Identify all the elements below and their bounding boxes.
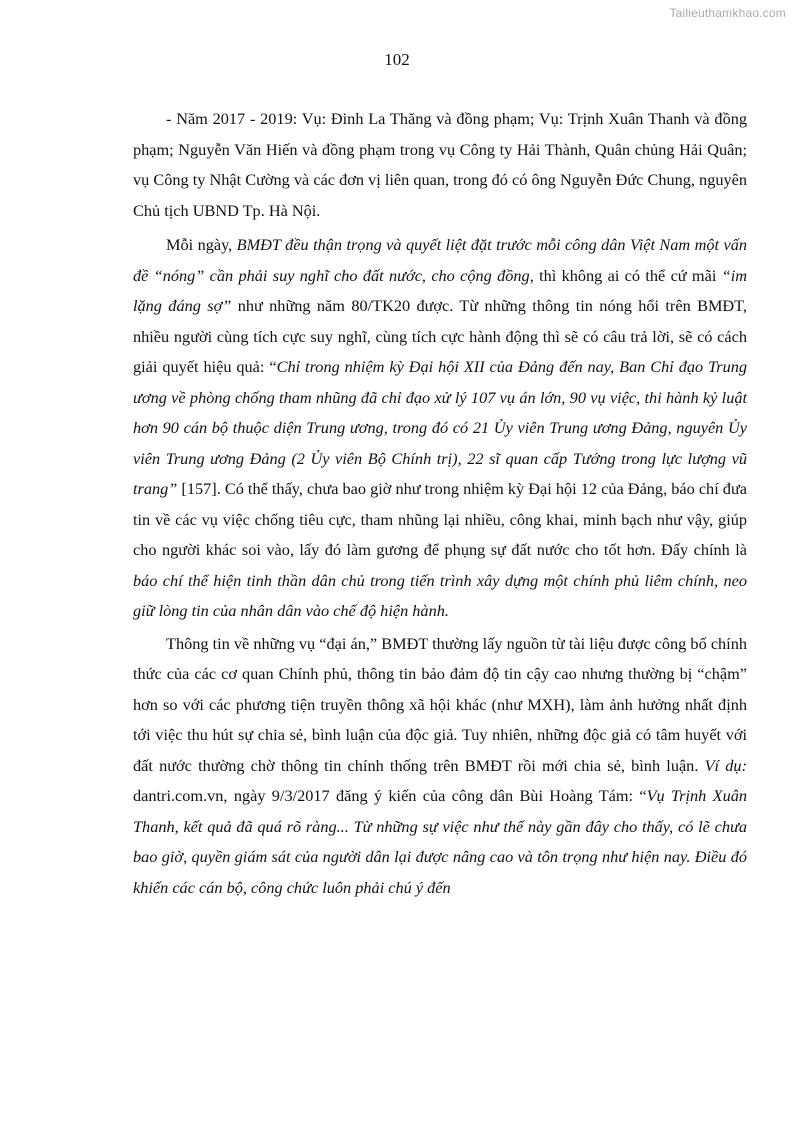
p2-italic-1: BMĐT đều thận trọng và quyết liệt đặt trước mỗi công dân Việt Nam một vấn đề “nóng” cần phải suy nghĩ cho đất nước, cho cộng đồng [133, 235, 747, 285]
paragraph-1 [133, 104, 747, 226]
paragraph-3 [133, 629, 747, 904]
p3-italic-quote: Vụ Trịnh Xuân Thanh, kết quả đã quá rõ ràng... Từ những sự việc như thế này gần đây cho thấy, có lẽ chưa bao giờ, quyền giám sát của người dân lại được nâng cao và tôn trọng như hiện nay. Điều đó khiến các cán bộ, công chức luôn phải chú ý đến [133, 786, 747, 897]
document-body [133, 104, 747, 903]
p3-italic-example: Ví dụ: [704, 755, 747, 775]
paragraph-1-text: - Năm 2017 - 2019: Vụ: Đinh La Thăng và đồng phạm; Vụ: Trịnh Xuân Thanh và đồng phạm; Nguyễn Văn Hiến và đồng phạm trong vụ Công ty Hải Thành, Quân chủng Hải Quân; vụ Công ty Nhật Cường và các đơn vị liên quan, trong đó có ông Nguyễn Đức Chung, nguyên Chủ tịch UBND Tp. Hà Nội. [133, 109, 747, 220]
p2-span-4: [157]. Có thể thấy, chưa bao giờ như trong nhiệm kỳ Đại hội 12 của Đảng, báo chí đưa tin về các vụ việc chống tiêu cực, tham nhũng lại nhiều, công khai, minh bạch như vậy, giúp cho người khác soi vào, lấy đó làm gương để phụng sự đất nước cho tốt hơn. Đấy chính là [133, 479, 747, 559]
p2-span-2: , thì không ai có thể cứ mãi [529, 265, 722, 285]
page-number: 102 [384, 50, 410, 69]
watermark: Tailieuthamkhao.com [669, 6, 786, 20]
p3-span-1: Thông tin về những vụ “đại án,” BMĐT thường lấy nguồn từ tài liệu được công bố chính thức của các cơ quan Chính phủ, thông tin bảo đảm độ tin cậy cao nhưng thường bị “chậm” hơn so với các phương tiện truyền thông xã hội khác (như MXH), làm ảnh hưởng nhất định tới việc thu hút sự chia sẻ, bình luận của độc giả. Tuy nhiên, những độc giả có tâm huyết với đất nước thường chờ thông tin chính thống trên BMĐT rồi mới chia sẻ, bình luận. [133, 633, 747, 775]
p2-italic-citation: Chỉ trong nhiệm kỳ Đại hội XII của Đảng đến nay, Ban Chỉ đạo Trung ương về phòng chống tham nhũng đã chỉ đạo xử lý 107 vụ án lớn, 90 vụ việc, thi hành kỷ luật hơn 90 cán bộ thuộc diện Trung ương, trong đó có 21 Ủy viên Trung ương Đảng, nguyên Ủy viên Trung ương Đảng (2 Ủy viên Bộ Chính trị), 22 sĩ quan cấp Tướng trong lực lượng vũ trang” [133, 357, 748, 498]
paragraph-2 [133, 230, 747, 627]
p2-italic-quote: “im lặng đáng sợ” [133, 265, 748, 315]
p3-span-2: dantri.com.vn, ngày 9/3/2017 đăng ý kiến của công dân Bùi Hoàng Tám: “ [133, 786, 647, 805]
p2-span-3: như những năm 80/TK20 được. Từ những thông tin nóng hổi trên BMĐT, nhiều người cùng tích cực suy nghĩ, cùng tích cực hành động thì sẽ có câu trả lời, sẽ có cách giải quyết hiệu quả: “ [133, 296, 747, 376]
p2-span-1: Mỗi ngày, [166, 235, 237, 254]
p2-italic-conclusion: báo chí thể hiện tinh thần dân chủ trong tiến trình xây dựng một chính phủ liêm chính, neo giữ lòng tin của nhân dân vào chế độ hiện hành. [133, 570, 747, 620]
